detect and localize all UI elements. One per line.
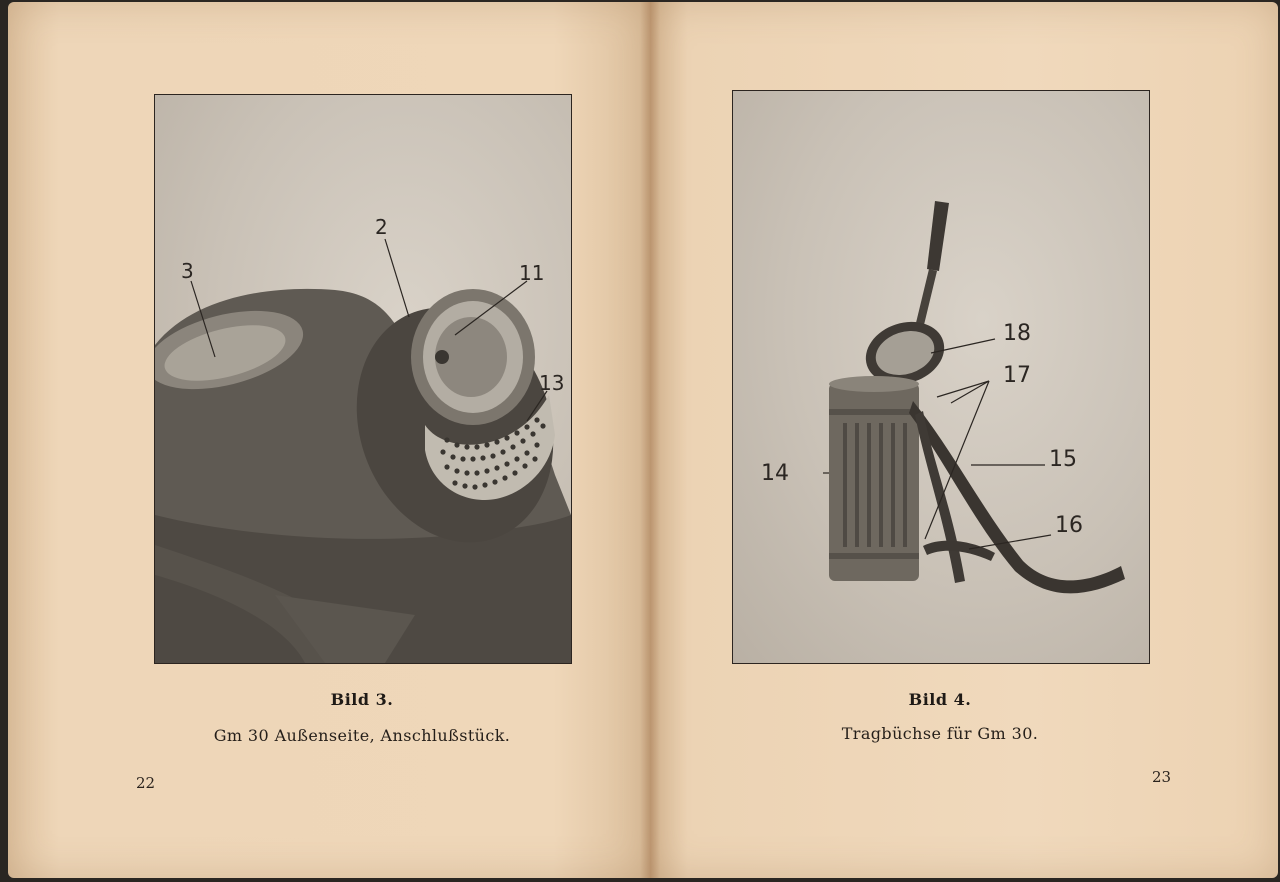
page-number-left: 22 [136,774,156,792]
figure-4-caption: Tragbüchse für Gm 30. [841,724,1039,743]
page-number-right: 23 [1152,768,1172,786]
book-gutter [640,2,660,878]
figure-label-18: 18 [1003,321,1031,346]
canister-illustration [733,91,1149,663]
figure-3-title: Bild 3. [330,690,394,709]
figure-label-2: 2 [375,215,388,239]
gas-mask-illustration [155,95,571,663]
figure-4-title: Bild 4. [908,690,972,709]
figure-carrying-canister-photo [732,90,1150,664]
figure-3-caption: Gm 30 Außenseite, Anschlußstück. [213,726,511,745]
figure-gas-mask-photo [154,94,572,664]
figure-label-3: 3 [181,259,194,283]
left-page [8,2,650,878]
figure-label-15: 15 [1049,447,1077,472]
right-page [650,2,1278,878]
figure-label-16: 16 [1055,513,1083,538]
figure-label-14: 14 [761,461,789,486]
figure-label-17: 17 [1003,363,1031,388]
figure-label-11: 11 [519,261,545,285]
figure-label-13: 13 [539,371,565,395]
